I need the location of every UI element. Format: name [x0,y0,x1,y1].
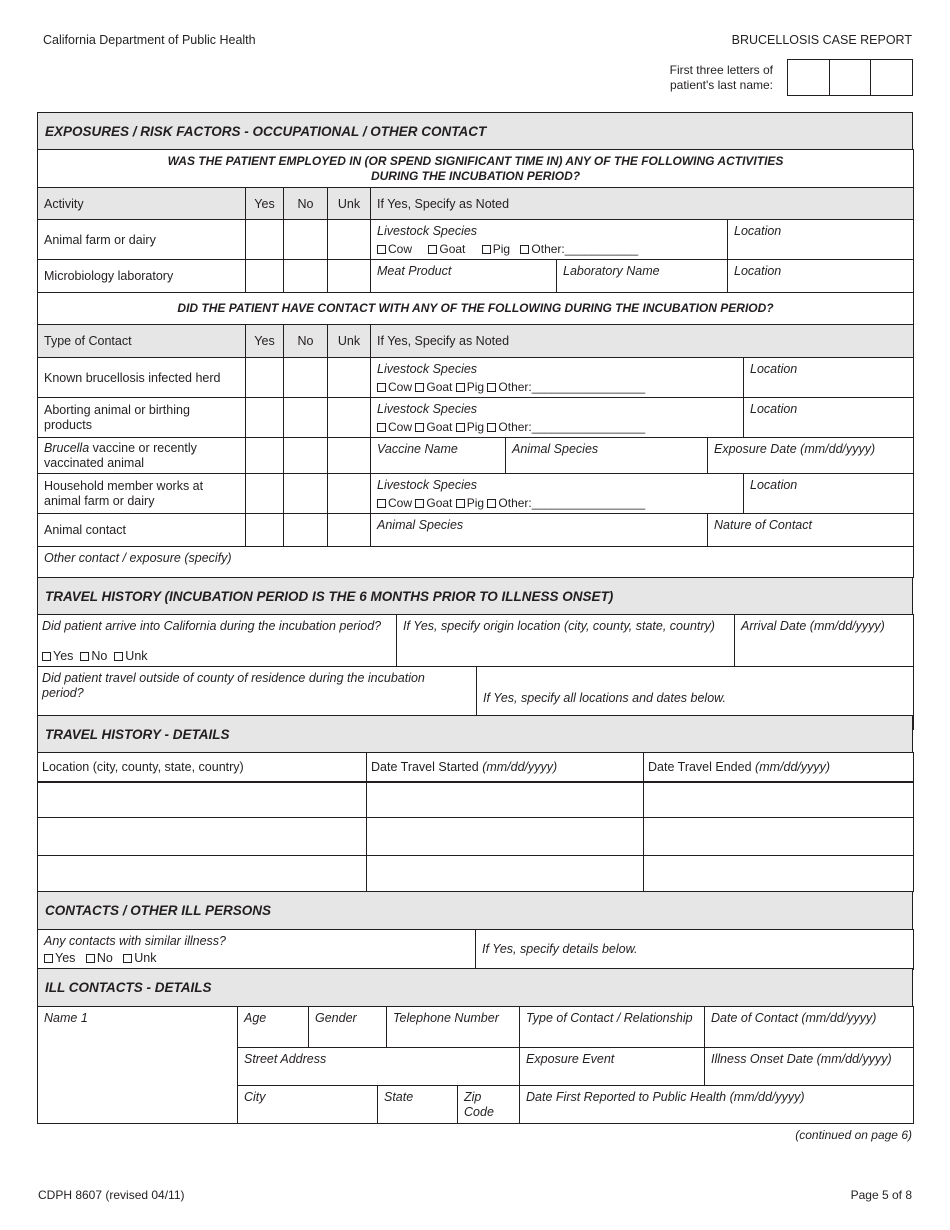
option-cow: Cow [388,380,413,394]
contacts-table [37,929,914,970]
travel-ended-input[interactable] [644,856,914,892]
row-microbiology-lab: Microbiology laboratory [38,260,246,293]
arrive-origin-cell[interactable]: If Yes, specify origin location (city, county, state, country) [397,615,735,667]
checkbox-other[interactable] [487,383,496,392]
question-contact: DID THE PATIENT HAVE CONTACT WITH ANY OF THE FOLLOWING DURING THE INCUBATION PERIOD? [38,293,914,325]
contact-reported-date-cell[interactable]: Date First Reported to Public Health (mm/dd/yyyy) [520,1086,914,1124]
household-unk-cell[interactable] [328,474,371,514]
livestock-species-label: Livestock Species [377,402,478,416]
option-unk: Unk [134,951,157,965]
col-specify: If Yes, Specify as Noted [371,325,914,358]
option-other: Other:_________________ [498,380,646,394]
option-cow: Cow [388,496,413,510]
section-travel-history: TRAVEL HISTORY (INCUBATION PERIOD IS THE 6 MONTHS PRIOR TO ILLNESS ONSET) [37,577,913,615]
checkbox-goat[interactable] [428,245,437,254]
farm-unk-cell[interactable] [328,220,371,260]
col-yes: Yes [246,325,284,358]
vaccine-animal-species-cell[interactable]: Animal Species [506,438,708,474]
option-goat: Goat [426,420,453,434]
travel-location-input[interactable] [38,818,367,856]
initial-box-1[interactable] [788,60,830,95]
travel-ended-input[interactable] [644,782,914,818]
option-yes: Yes [53,649,74,663]
section-contacts: CONTACTS / OTHER ILL PERSONS [37,891,913,930]
livestock-species-label: Livestock Species [377,478,478,492]
continued-note: (continued on page 6) [795,1128,912,1142]
option-yes: Yes [55,951,76,965]
col-unk: Unk [328,188,371,220]
row-household-member [38,474,246,514]
checkbox-yes[interactable] [44,954,53,963]
row-aborting-line1: Aborting animal or birthing [44,402,190,417]
travel-history-table [37,614,914,730]
form-id: CDPH 8607 (revised 04/11) [38,1188,185,1202]
checkbox-cow[interactable] [377,383,386,392]
similar-options [44,951,469,966]
aborting-species-options [377,420,737,435]
row-vaccine-line1 [44,441,239,456]
initials-label-line2: patient's last name: [669,78,773,92]
aborting-yes-cell[interactable] [246,398,284,438]
row-household-line1: Household member works at [44,478,204,493]
vaccine-unk-cell[interactable] [328,438,371,474]
contact-name-cell[interactable]: Name 1 [38,1007,238,1124]
animal-contact-unk-cell[interactable] [328,514,371,547]
vaccine-yes-cell[interactable] [246,438,284,474]
col-travel-location: Location (city, county, state, country) [38,753,367,782]
micro-location-cell[interactable]: Location [728,260,914,293]
option-goat: Goat [426,380,453,394]
nature-of-contact-cell[interactable]: Nature of Contact [708,514,914,547]
option-other: Other:_________________ [498,420,646,434]
herd-species-options [377,380,737,395]
meat-product-cell[interactable]: Meat Product [371,260,557,293]
farm-livestock-cell[interactable] [371,220,728,260]
col-unk: Unk [328,325,371,358]
date-format: (mm/dd/yyyy) [755,759,831,774]
row-brucella-vaccine [38,438,246,474]
checkbox-no[interactable] [86,954,95,963]
travel-row [38,782,914,818]
herd-livestock-cell[interactable] [371,358,744,398]
travel-row [38,856,914,892]
option-no: No [96,951,113,965]
option-other: Other:_________________ [498,496,646,510]
livestock-species-label: Livestock Species [377,362,478,376]
exposures-contact-table [37,292,914,578]
laboratory-name-cell[interactable]: Laboratory Name [557,260,728,293]
other-contact-cell[interactable]: Other contact / exposure (specify) [38,547,914,578]
contacts-specify: If Yes, specify details below. [476,930,914,970]
option-other: Other:___________ [531,242,639,256]
livestock-species-label: Livestock Species [377,224,478,238]
col-type-of-contact: Type of Contact [38,325,246,358]
initials-boxes [787,59,913,96]
col-yes: Yes [246,188,284,220]
travel-started-input[interactable] [367,818,644,856]
contact-gender-cell[interactable]: Gender [309,1007,387,1048]
row-vaccine-rest: vaccine or recently [89,440,197,455]
checkbox-pig[interactable] [482,245,491,254]
household-location-cell[interactable]: Location [744,474,914,514]
micro-no-cell[interactable] [284,260,328,293]
checkbox-other[interactable] [520,245,529,254]
contact-telephone-cell[interactable]: Telephone Number [387,1007,520,1048]
travel-started-input[interactable] [367,856,644,892]
contact-city-cell[interactable]: City [238,1086,378,1124]
contact-onset-date-cell[interactable]: Illness Onset Date (mm/dd/yyyy) [705,1048,914,1086]
option-pig: Pig [466,496,485,510]
checkbox-unk[interactable] [114,652,123,661]
option-pig: Pig [466,420,485,434]
contact-relationship-cell[interactable]: Type of Contact / Relationship [520,1007,705,1048]
option-goat: Goat [439,242,466,256]
option-goat: Goat [426,496,453,510]
herd-location-cell[interactable]: Location [744,358,914,398]
initials-label [640,63,773,93]
checkbox-pig[interactable] [456,423,465,432]
row-household-line2: animal farm or dairy [44,493,155,508]
question-arrive-text: Did patient arrive into California during the incubation period? [42,619,382,633]
herd-no-cell[interactable] [284,358,328,398]
farm-location-cell[interactable]: Location [728,220,914,260]
farm-yes-cell[interactable] [246,220,284,260]
agency-name: California Department of Public Health [43,33,256,47]
contact-zip-cell[interactable]: Zip Code [458,1086,520,1124]
col-travel-ended [644,753,914,782]
travel-details-table [37,752,914,892]
option-pig: Pig [466,380,485,394]
contact-date-cell[interactable]: Date of Contact (mm/dd/yyyy) [705,1007,914,1048]
section-ill-contacts: ILL CONTACTS - DETAILS [37,968,913,1007]
checkbox-cow[interactable] [377,499,386,508]
travel-row [38,818,914,856]
col-travel-ended-label: Date Travel Ended [648,759,752,774]
report-title: BRUCELLOSIS CASE REPORT [731,33,912,47]
micro-yes-cell[interactable] [246,260,284,293]
checkbox-cow[interactable] [377,423,386,432]
col-travel-started-label: Date Travel Started [371,759,479,774]
initial-box-3[interactable] [871,60,912,95]
exposures-activities-table [37,149,914,293]
travel-location-input[interactable] [38,782,367,818]
checkbox-unk[interactable] [123,954,132,963]
contact-state-cell[interactable]: State [378,1086,458,1124]
animal-contact-yes-cell[interactable] [246,514,284,547]
farm-species-options [377,242,721,257]
ill-contacts-table [37,1006,914,1124]
micro-unk-cell[interactable] [328,260,371,293]
page-number: Page 5 of 8 [850,1188,912,1202]
question-arrive-california [38,615,397,667]
row-animal-farm: Animal farm or dairy [38,220,246,260]
col-activity: Activity [38,188,246,220]
checkbox-cow[interactable] [377,245,386,254]
row-vaccine-line2: vaccinated animal [44,455,145,470]
animal-contact-no-cell[interactable] [284,514,328,547]
checkbox-other[interactable] [487,499,496,508]
section-exposures: EXPOSURES / RISK FACTORS - OCCUPATIONAL / OTHER CONTACT [37,112,913,150]
aborting-no-cell[interactable] [284,398,328,438]
contact-age-cell[interactable]: Age [238,1007,309,1048]
travel-ended-input[interactable] [644,818,914,856]
checkbox-goat[interactable] [415,383,424,392]
question-similar-illness [38,930,476,970]
checkbox-no[interactable] [80,652,89,661]
household-yes-cell[interactable] [246,474,284,514]
aborting-location-cell[interactable]: Location [744,398,914,438]
brucella-italic: Brucella [44,440,90,455]
row-infected-herd: Known brucellosis infected herd [38,358,246,398]
household-no-cell[interactable] [284,474,328,514]
col-no: No [284,188,328,220]
option-pig: Pig [492,242,511,256]
checkbox-goat[interactable] [415,499,424,508]
checkbox-goat[interactable] [415,423,424,432]
initial-box-2[interactable] [830,60,872,95]
travel-started-input[interactable] [367,782,644,818]
row-aborting-line2: products [44,417,92,432]
question-similar-text: Any contacts with similar illness? [44,934,227,948]
household-livestock-cell[interactable] [371,474,744,514]
checkbox-yes[interactable] [42,652,51,661]
row-aborting-animal [38,398,246,438]
checkbox-other[interactable] [487,423,496,432]
section-travel-details: TRAVEL HISTORY - DETAILS [37,715,913,753]
question-employed-line1: WAS THE PATIENT EMPLOYED IN (OR SPEND SIGNIFICANT TIME IN) ANY OF THE FOLLOWING ACTIVITIES [167,153,784,168]
vaccine-name-cell[interactable]: Vaccine Name [371,438,506,474]
travel-outside-specify: If Yes, specify all locations and dates below. [477,667,914,730]
initials-label-line1: First three letters of [669,63,773,77]
option-cow: Cow [388,242,413,256]
date-format: (mm/dd/yyyy) [482,759,558,774]
vaccine-no-cell[interactable] [284,438,328,474]
question-employed-line2: DURING THE INCUBATION PERIOD? [370,168,581,183]
question-employed [38,150,914,188]
checkbox-pig[interactable] [456,383,465,392]
arrive-options [42,649,390,664]
row-animal-contact: Animal contact [38,514,246,547]
option-cow: Cow [388,420,413,434]
farm-no-cell[interactable] [284,220,328,260]
question-outside-text: Did patient travel outside of county of residence during the incubation period? [42,671,425,700]
herd-unk-cell[interactable] [328,358,371,398]
travel-location-input[interactable] [38,856,367,892]
contact-exposure-event-cell[interactable]: Exposure Event [520,1048,705,1086]
col-specify: If Yes, Specify as Noted [371,188,914,220]
arrival-date-cell[interactable]: Arrival Date (mm/dd/yyyy) [735,615,914,667]
herd-yes-cell[interactable] [246,358,284,398]
contact-street-cell[interactable]: Street Address [238,1048,520,1086]
checkbox-pig[interactable] [456,499,465,508]
col-travel-started [367,753,644,782]
household-species-options [377,496,737,511]
aborting-unk-cell[interactable] [328,398,371,438]
col-no: No [284,325,328,358]
option-no: No [91,649,108,663]
aborting-livestock-cell[interactable] [371,398,744,438]
animal-contact-species-cell[interactable]: Animal Species [371,514,708,547]
exposure-date-cell[interactable]: Exposure Date (mm/dd/yyyy) [708,438,914,474]
option-unk: Unk [125,649,148,663]
